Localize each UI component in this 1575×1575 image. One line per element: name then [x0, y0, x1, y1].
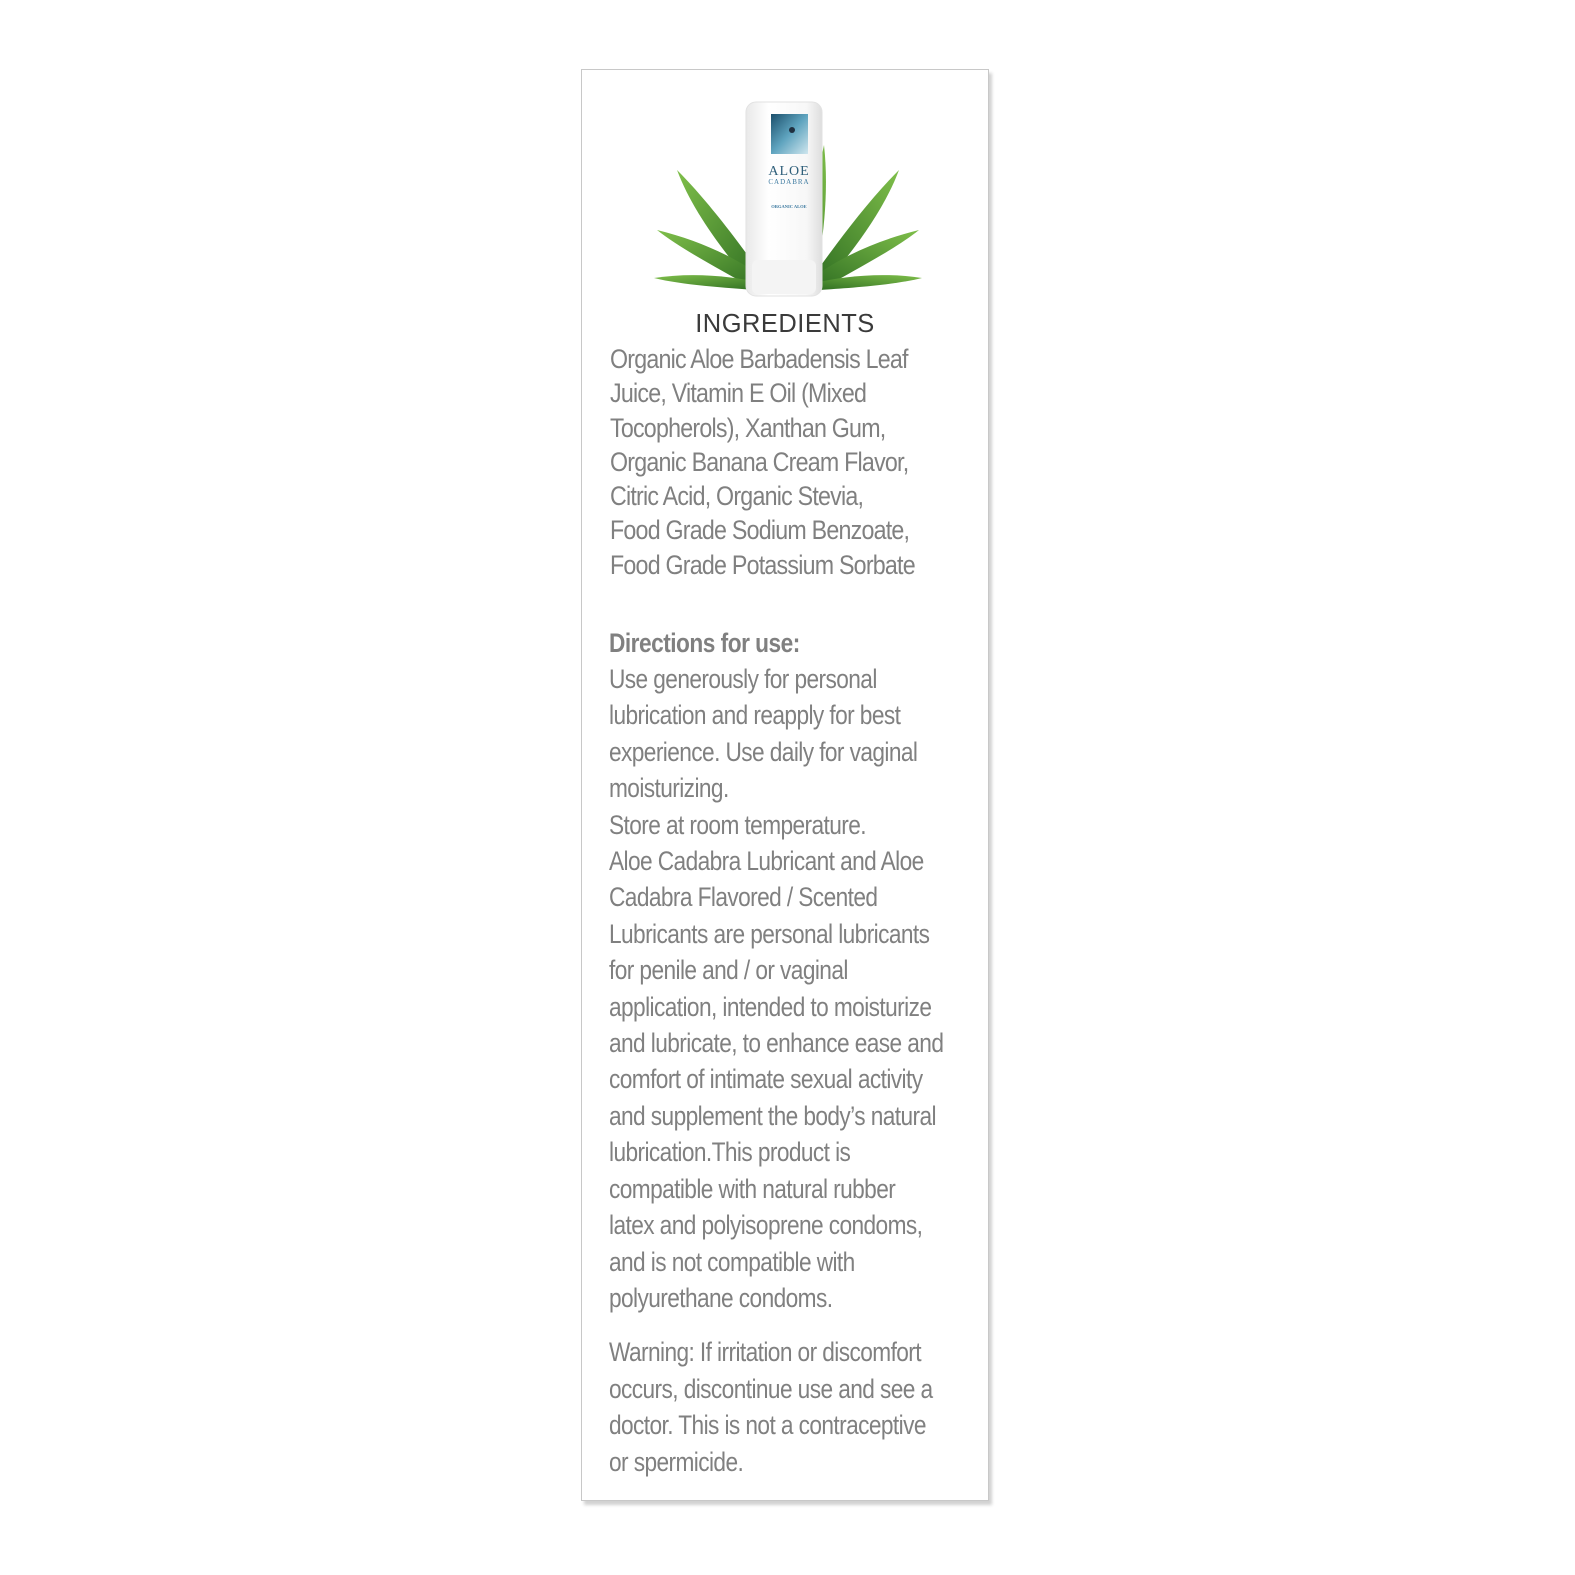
ingredients-line: Food Grade Potassium Sorbate: [610, 549, 915, 580]
product-label-card: [581, 69, 989, 1501]
directions-heading: Directions for use:: [609, 628, 800, 658]
directions-body: [609, 661, 944, 1316]
warning-line: or spermicide.: [609, 1446, 744, 1477]
ingredients-line: Organic Banana Cream Flavor,: [610, 446, 909, 477]
directions-line: Cadabra Flavored / Scented: [609, 882, 878, 913]
ingredients-list: [610, 342, 928, 582]
ingredients-line: Food Grade Sodium Benzoate,: [610, 515, 910, 546]
directions-line: polyurethane condoms.: [609, 1282, 833, 1313]
directions-line: application, intended to moisturize: [609, 991, 932, 1022]
directions-line: and lubricate, to enhance ease and: [609, 1028, 944, 1059]
directions-section: [609, 625, 944, 1316]
directions-line: comfort of intimate sexual activity: [609, 1064, 923, 1095]
directions-line: for penile and / or vaginal: [609, 955, 848, 986]
directions-line: compatible with natural rubber: [609, 1173, 896, 1204]
warning-line: occurs, discontinue use and see a: [609, 1373, 933, 1404]
directions-line: lubrication.This product is: [609, 1137, 851, 1168]
directions-line: lubrication and reapply for best: [609, 700, 901, 731]
warning-line: doctor. This is not a contraceptive: [609, 1410, 926, 1441]
svg-text:ALOE: ALOE: [768, 164, 810, 179]
ingredients-line: Juice, Vitamin E Oil (Mixed: [610, 378, 867, 409]
aloe-bottle-illustration: [652, 100, 924, 300]
directions-line: Lubricants are personal lubricants: [609, 918, 930, 949]
ingredients-line: Citric Acid, Organic Stevia,: [610, 481, 864, 512]
ingredients-heading: INGREDIENTS: [695, 308, 875, 338]
directions-line: and is not compatible with: [609, 1246, 855, 1277]
directions-line: and supplement the body’s natural: [609, 1100, 936, 1131]
svg-text:ORGANIC ALOE: ORGANIC ALOE: [771, 204, 807, 209]
directions-line: experience. Use daily for vaginal: [609, 736, 918, 767]
warning-section: [609, 1334, 933, 1480]
directions-line: latex and polyisoprene condoms,: [609, 1210, 923, 1241]
directions-line: Store at room temperature.: [609, 809, 867, 840]
directions-line: moisturizing.: [609, 773, 729, 804]
ingredients-line: Organic Aloe Barbadensis Leaf: [610, 344, 908, 374]
warning-line: Warning: If irritation or discomfort: [609, 1337, 921, 1367]
directions-line: Use generously for personal: [609, 664, 877, 694]
product-image: [652, 100, 924, 300]
ingredients-line: Tocopherols), Xanthan Gum,: [610, 412, 886, 443]
svg-text:CADABRA: CADABRA: [768, 178, 810, 186]
directions-line: Aloe Cadabra Lubricant and Aloe: [609, 846, 924, 877]
